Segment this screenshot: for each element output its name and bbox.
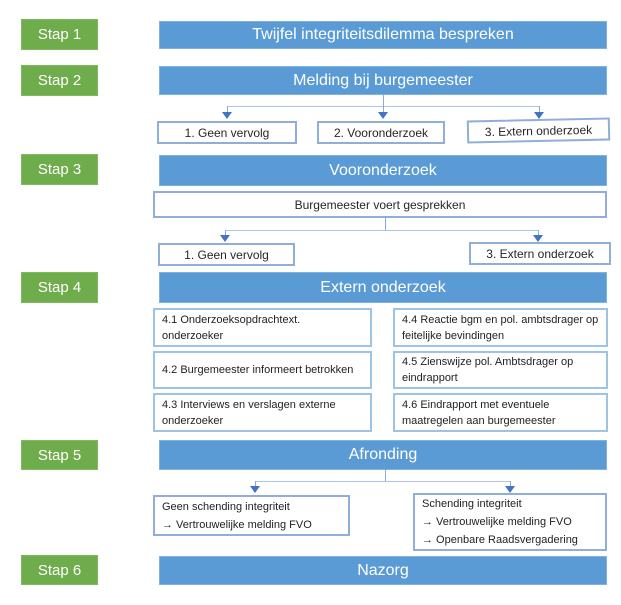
step4-item-45: 4.5 Zienswijze pol. Ambtsdrager op eindrapport — [393, 351, 608, 389]
outcome-line: Schending integriteit — [422, 498, 522, 510]
option-extern-onderzoek: 3. Extern onderzoek — [467, 118, 610, 144]
step-label-1: Stap 1 — [21, 19, 98, 50]
connector-line — [225, 230, 539, 231]
arrow-down-icon — [220, 235, 230, 242]
outcome-line: → Openbare Raadsvergadering — [422, 534, 578, 546]
step-label-6: Stap 6 — [21, 555, 98, 585]
arrow-down-icon — [378, 112, 388, 119]
arrow-down-icon — [505, 486, 515, 493]
connector-line — [385, 470, 386, 481]
step-label-2: Stap 2 — [21, 65, 98, 96]
step4-item-44: 4.4 Reactie bgm en pol. ambtsdrager op feitelijke bevindingen — [393, 308, 608, 347]
step4-item-42: 4.2 Burgemeester informeert betrokken — [153, 351, 372, 389]
step5-header: Afronding — [159, 440, 607, 470]
outcome-line: → Vertrouwelijke melding FVO — [162, 518, 312, 531]
option-extern-onderzoek: 3. Extern onderzoek — [469, 242, 611, 265]
step4-header: Extern onderzoek — [159, 272, 607, 303]
outcome-no-violation — [153, 495, 350, 536]
arrow-down-icon — [222, 112, 232, 119]
step2-header: Melding bij burgemeester — [159, 66, 607, 95]
option-geen-vervolg: 1. Geen vervolg — [158, 243, 295, 266]
arrow-down-icon — [533, 235, 543, 242]
step-label-3: Stap 3 — [21, 154, 98, 185]
step1-header: Twijfel integriteitsdilemma bespreken — [159, 21, 607, 49]
step4-item-43: 4.3 Interviews en verslagen externe onderzoeker — [153, 393, 372, 432]
connector-line — [383, 95, 384, 106]
step4-item-41: 4.1 Onderzoeksopdrachtext. onderzoeker — [153, 308, 372, 347]
connector-line — [255, 481, 511, 482]
outcome-violation — [413, 493, 607, 551]
option-geen-vervolg: 1. Geen vervolg — [157, 121, 297, 144]
step-label-5: Stap 5 — [21, 440, 98, 470]
outcome-line: Geen schending integriteit — [162, 500, 290, 513]
option-vooronderzoek: 2. Vooronderzoek — [317, 121, 445, 144]
subheader-burgemeester-gesprekken: Burgemeester voert gesprekken — [153, 191, 607, 218]
outcome-line: → Vertrouwelijke melding FVO — [422, 516, 572, 528]
step3-header: Vooronderzoek — [159, 155, 607, 186]
connector-line — [385, 218, 386, 230]
step-label-4: Stap 4 — [21, 272, 98, 303]
arrow-down-icon — [250, 486, 260, 493]
step4-item-46: 4.6 Eindrapport met eventuele maatregelen aan burgemeester — [393, 393, 608, 432]
step6-header: Nazorg — [159, 556, 607, 585]
